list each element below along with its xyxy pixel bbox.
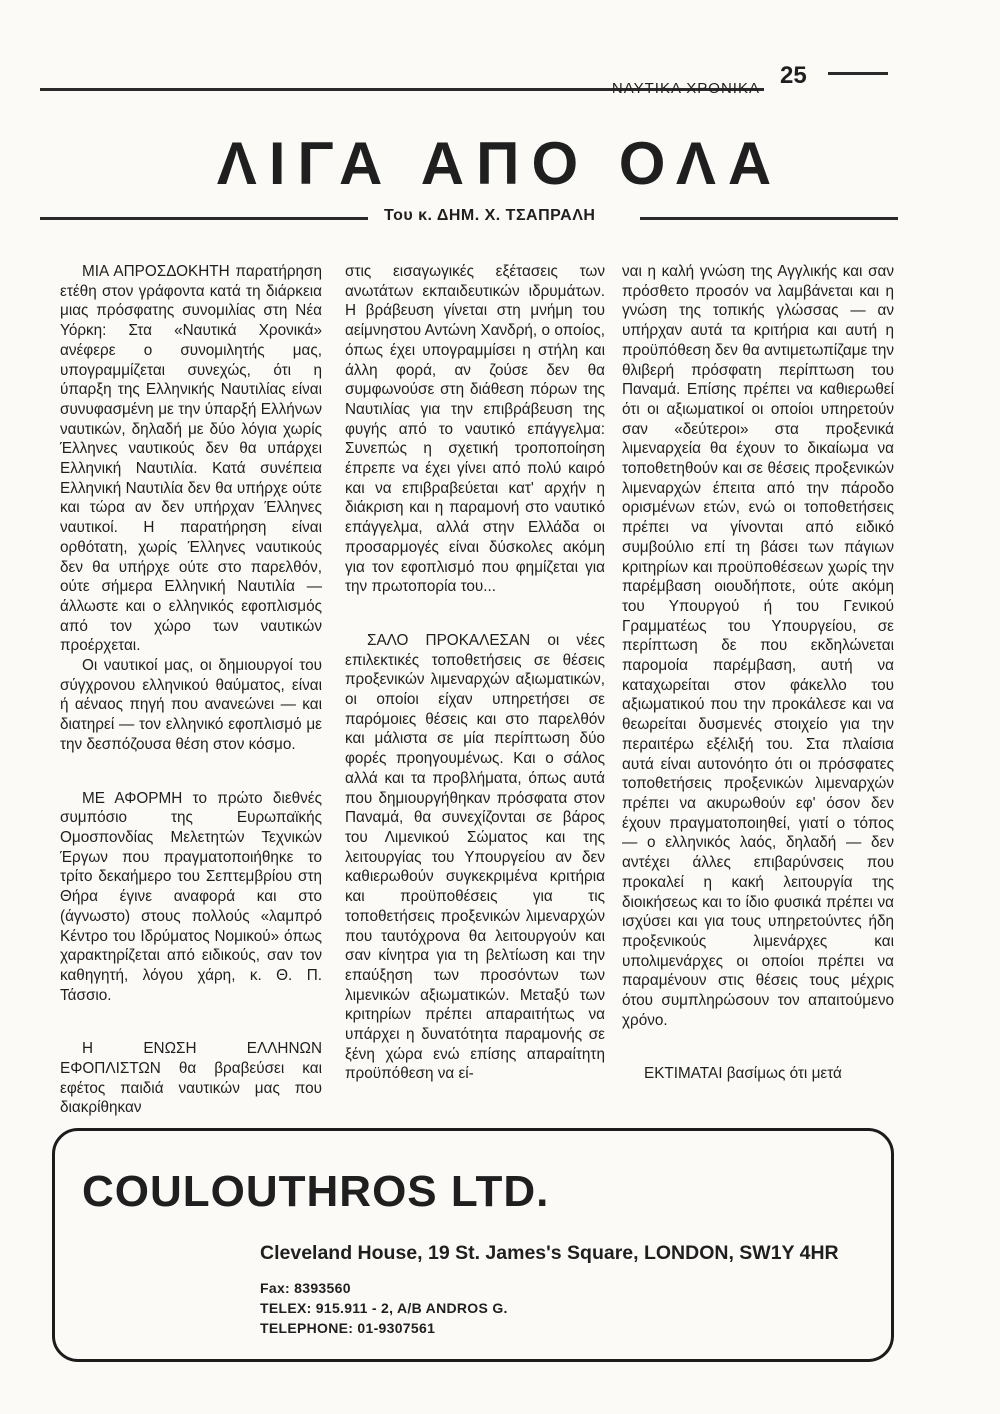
article-byline: Του κ. ΔΗΜ. Χ. ΤΣΑΠΡΑΛΗ (384, 207, 596, 224)
paragraph: ΕΚΤΙΜΑΤΑΙ βασίμως ότι μετά (644, 1065, 842, 1083)
page-number: 25 (780, 62, 807, 89)
article-title: ΛΙΓΑ ΑΠΟ ΟΛΑ (216, 130, 784, 197)
paragraph: ΜΙΑ ΑΠΡΟΣΔΟΚΗΤΗ παρατήρηση ετέθη στον γράφοντα κατά τη διάρκεια μιας πρόσφατης συνομιλίας στη Νέα Υόρκη: Στα «Ναυτικά Χρονικά» ανέφερε ο συνομιλητής μας, υπογραμμίζεται συνεχώς, ότι η ύπαρξη της Ελληνικής Ναυτιλίας είναι συνυφασμένη με την ύπαρξή Ελλήνων ναυτικών, δηλαδή με δύο λόγια χωρίς Έλληνες ναυτικούς δεν θα υπάρχει Ελληνική Ναυτιλία. Κατά συνέπεια Ελληνική Ναυτιλία δεν θα υπήρχε ούτε και τώρα αν δεν υπήρχαν Έλληνες ναυτικοί. Η παρατήρηση είναι ορθότατη, χωρίς Έλληνες ναυτικούς δεν θα υπήρχε ούτε στο παρελθόν, ούτε σήμερα Ελληνική Ναυτιλία — άλλωστε και ο ελληνικός εφοπλισμός από τον χώρο των ναυτικών προέρχεται. (60, 263, 322, 655)
article-column-2 (345, 262, 605, 1084)
advertiser-telex: TELEX: 915.911 - 2, A/B ANDROS G. (260, 1300, 508, 1316)
paragraph: ΣΑΛΟ ΠΡΟΚΑΛΕΣΑΝ οι νέες επιλεκτικές τοποθετήσεις σε θέσεις προξενικών λιμεναρχών αξιωματικών, οι οποίοι είχαν υπηρετήσει σε παρόμοιες θέσεις και στο παρελθόν και μάλιστα σε μία περίπτωση δύο φορές προηγουμένως. Και ο σάλος αλλά και τα προβλήματα, όπως αυτά που δημιουργήθηκαν πρόσφατα στον Παναμά, θα συνεχίζονται σε βάρος του Λιμενικού Σώματος και της λειτουργίας του Υπουργείου αν δεν καθιερωθούν συγκεκριμένα κριτήρια και προϋποθέσεις για τις τοποθετήσεις προξενικών λιμεναρχών που ταυτόχρονα θα λειτουργούν και σαν κίνητρα για τη βελτίωση και την επαύξηση των προσόντων των λιμενικών αξιωματικών. Μεταξύ των κριτηρίων πρέπει απαραιτήτως να υπάρχει η δυνατότητα παραμονής σε ξένη χώρα ενώ επίσης απαραίτητη προϋπόθεση να εί- (345, 631, 605, 1083)
advertiser-name: COULOUTHROS LTD. (82, 1167, 550, 1216)
advertiser-fax: Fax: 8393560 (260, 1280, 351, 1296)
header-rule-right (828, 72, 888, 75)
paragraph: Η ΕΝΩΣΗ ΕΛΛΗΝΩΝ ΕΦΟΠΛΙΣΤΩΝ θα βραβεύσει και εφέτος παιδιά ναυτικών μας που διακρίθηκαν (60, 1040, 322, 1117)
magazine-name: ΝΑΥΤΙΚΑ ΧΡΟΝΙΚΑ (611, 80, 760, 97)
paragraph: Οι ναυτικοί μας, οι δημιουργοί του σύγχρονου ελληνικού θαύματος, είναι ή αέναος πηγή που ανανεώνει — και διατηρεί — τον ελληνικό εφοπλισμό με την δεσπόζουσα θέση στον κόσμο. (60, 657, 322, 753)
paragraph: στις εισαγωγικές εξέτασεις των ανωτάτων εκπαιδευτικών ιδρυμάτων. Η βράβευση γίνεται στη μνήμη του αείμνηστου Αντώνη Χανδρή, ο οποίος, όπως έχει υπογραμμίσει η στήλη και άλλη φορά, αν ζούσε δεν θα συμφωνούσε στη διάθεση πόρων της Ναυτιλίας για την επιβράβευση της φυγής από το ναυτικό επάγγελμα: Συνεπώς η σχετική τροποποίηση έπρεπε να έχει γίνει από πολύ καιρό και να επιβραβεύεται κατ' αρχήν η διάκριση και η παραμονή στο ναυτικό επάγγελμα, αλλά στην Ελλάδα οι προσαρμογές είναι δύσκολες ακόμη για τον εφοπλισμό που φημίζεται για την πρωτοπορία του... (345, 263, 605, 596)
byline-rule-right (640, 217, 898, 220)
advertiser-telephone: TELEPHONE: 01-9307561 (260, 1320, 436, 1336)
article-column-3 (622, 262, 894, 1084)
paragraph: ναι η καλή γνώση της Αγγλικής και σαν πρόσθετο προσόν να λαμβάνεται και η γνώση της τοπικής γλώσσας — αν υπήρχαν αυτά τα κριτήρια και αυτή η προϋπόθεση δεν θα αντιμετωπίζαμε την θλιβερή πρόσφατη περίπτωση του Παναμά. Επίσης πρέπει να καθιερωθεί ότι οι αξιωματικοί οι οποίοι υπηρετούν σαν «δεύτεροι» στα προξενικά λιμεναρχεία θα έχουν το δικαίωμα να τοποθετηθούν και σε θέσεις προξενικών λιμεναρχών έπειτα από την πάροδο ορισμένων ετών, ενώ οι τοποθετήσεις πρέπει να γίνονται από ειδικό συμβούλιο επί τη βάσει των πάγιων κριτηρίων και προϋποθέσεων χωρίς την παρέμβαση οιουδήποτε, ούτε ακόμη του Υπουργού ή του Γενικού Γραμματέως του Υπουργείου, σε περίπτωση δε που εκδηλώνεται παρομοία παρέμβαση, αυτή να καταχωρείται στον φάκελλο του αξιωματικού που την προκάλεσε και να θεωρείται δυσμενές στοιχείο για την περαιτέρω εξέλιξή του. Στα πλαίσια αυτά είναι αυτονόητο ότι οι πρόσφατες τοποθετήσεις προξενικών λιμεναρχών πρέπει να ακυρωθούν εφ' όσον δεν έχουν πραγματοποιηθεί, γιατί ο τόπος — ο ελληνικός λαός, δηλαδή — δεν αντέχει άλλες επιβαρύνσεις που προκαλεί η κακή λειτουργία της διοικήσεως και το ίδιο φυσικά πρέπει να ισχύσει και για τους υπηρετούντες ήδη προξενικούς λιμενάρχες και υπολιμενάρχες οι οποίοι πρέπει να παραμένουν στις θέσεις τους μέχρις ότου συμπληρώσουν τον απαιτούμενο χρόνο. (622, 263, 894, 1029)
article-column-1 (60, 262, 322, 1118)
advertiser-address: Cleveland House, 19 St. James's Square, LONDON, SW1Y 4HR (260, 1242, 839, 1264)
byline-rule-left (40, 217, 368, 220)
paragraph: ΜΕ ΑΦΟΡΜΗ το πρώτο διεθνές συμπόσιο της Ευρωπαϊκής Ομοσπονδίας Μελετητών Τεχνικών Έργων που πραγματοποιήθηκε το τρίτο δεκαήμερο του Σεπτεμβρίου στη Θήρα έγινε αναφορά και στο (άγνωστο) στους πολλούς «λαμπρό Κέντρο του Ιδρύματος Νομικού» όπως χαρακτηρίζεται από ειδικούς, σαν τον καθηγητή, λόγου χάρη, κ. Θ. Π. Τάσσιο. (60, 789, 322, 1004)
